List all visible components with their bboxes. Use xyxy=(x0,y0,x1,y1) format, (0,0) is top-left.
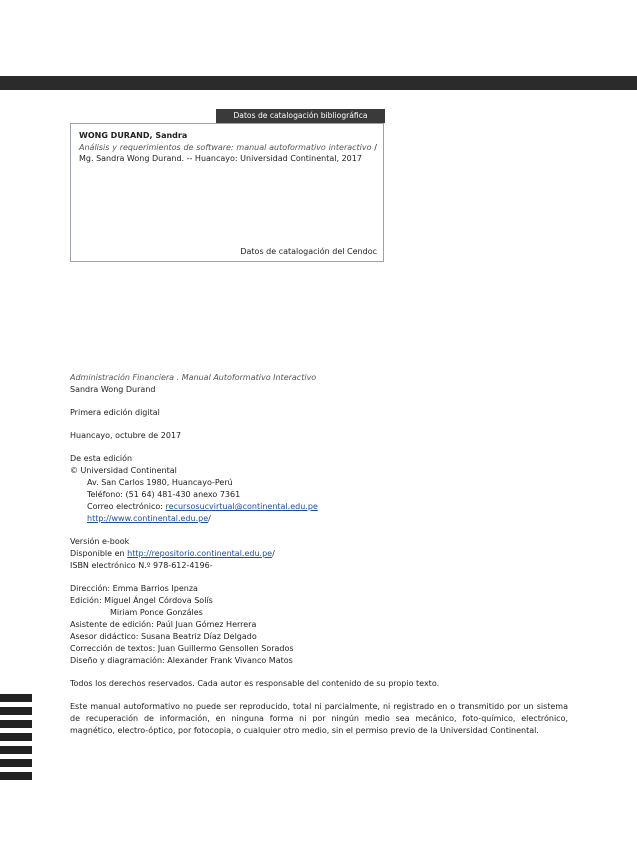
catalog-record-box xyxy=(70,123,384,262)
catalog-footer: Datos de catalogación del Cendoc xyxy=(240,246,377,256)
catalog-author: WONG DURAND, Sandra xyxy=(79,131,188,140)
legal-notice: Este manual autoformativo no puede ser reproducido, total ni parcialmente, ni registrado en o transmitido por un sistema de recuperación de información, en ninguna forma ni por ningún medio sea mecánico, foto-químico, electrónico, magnético, electro-óptico, por fotocopia, o cualquier otro medio, sin el permiso previo de la Universidad Continental. xyxy=(70,702,568,735)
imprint-section xyxy=(70,372,568,737)
series-title: Administración Financiera . Manual Autoformativo Interactivo xyxy=(70,373,317,382)
email-link[interactable]: recursosucvirtual@continental.edu.pe xyxy=(165,502,318,511)
this-edition-label: De esta edición xyxy=(70,454,133,463)
credit-proofreading: Corrección de textos: Juan Guillermo Gensollen Sorados xyxy=(70,644,294,653)
stripe xyxy=(0,759,32,767)
website-line xyxy=(70,513,568,525)
catalog-title: Análisis y requerimientos de software: manual autoformativo interactivo xyxy=(79,142,372,152)
isbn: ISBN electrónico N.º 978-612-4196- xyxy=(70,561,213,570)
rights-statement: Todos los derechos reservados. Cada autor es responsable del contenido de su propio texto. xyxy=(70,679,440,688)
publisher-address: Av. San Carlos 1980, Huancayo-Perú xyxy=(87,478,233,487)
publisher: © Universidad Continental xyxy=(70,466,177,475)
stripe xyxy=(0,746,32,754)
edition-line: Primera edición digital xyxy=(70,408,160,417)
email-label: Correo electrónico: xyxy=(87,502,166,511)
repository-suffix: / xyxy=(272,549,275,558)
stripe xyxy=(0,733,32,741)
credit-edition: Edición: Miguel Ángel Córdova Solís xyxy=(70,596,213,605)
available-label: Disponible en xyxy=(70,549,128,558)
stripe xyxy=(0,720,32,728)
publisher-email-line xyxy=(70,501,568,513)
credit-design: Diseño y diagramación: Alexander Frank Vivanco Matos xyxy=(70,656,293,665)
website-suffix: / xyxy=(208,514,211,523)
credit-edition-2: Miriam Ponce Gonzáles xyxy=(110,608,203,617)
side-stripes-decoration xyxy=(0,694,32,785)
credit-assistant: Asistente de edición: Paúl Juan Gómez Herrera xyxy=(70,620,257,629)
publisher-phone: Teléfono: (51 64) 481-430 anexo 7361 xyxy=(87,490,241,499)
catalog-description xyxy=(79,142,377,165)
stripe xyxy=(0,694,32,702)
imprint-author: Sandra Wong Durand xyxy=(70,385,156,394)
credit-direction: Dirección: Emma Barrios Ipenza xyxy=(70,584,198,593)
availability-line xyxy=(70,548,568,560)
stripe xyxy=(0,707,32,715)
top-decorative-bar xyxy=(0,76,637,90)
catalog-tab-label: Datos de catalogación bibliográfica xyxy=(216,109,385,123)
catalog-rest: / Mg. Sandra Wong Durand. -- Huancayo: Universidad Continental, 2017 xyxy=(79,142,377,163)
repository-link[interactable]: http://repositorio.continental.edu.pe xyxy=(127,549,273,558)
credit-advisor: Asesor didáctico: Susana Beatriz Díaz Delgado xyxy=(70,632,257,641)
place-date: Huancayo, octubre de 2017 xyxy=(70,431,182,440)
ebook-version: Versión e-book xyxy=(70,537,130,546)
stripe xyxy=(0,772,32,780)
website-link[interactable]: http://www.continental.edu.pe xyxy=(87,514,209,523)
